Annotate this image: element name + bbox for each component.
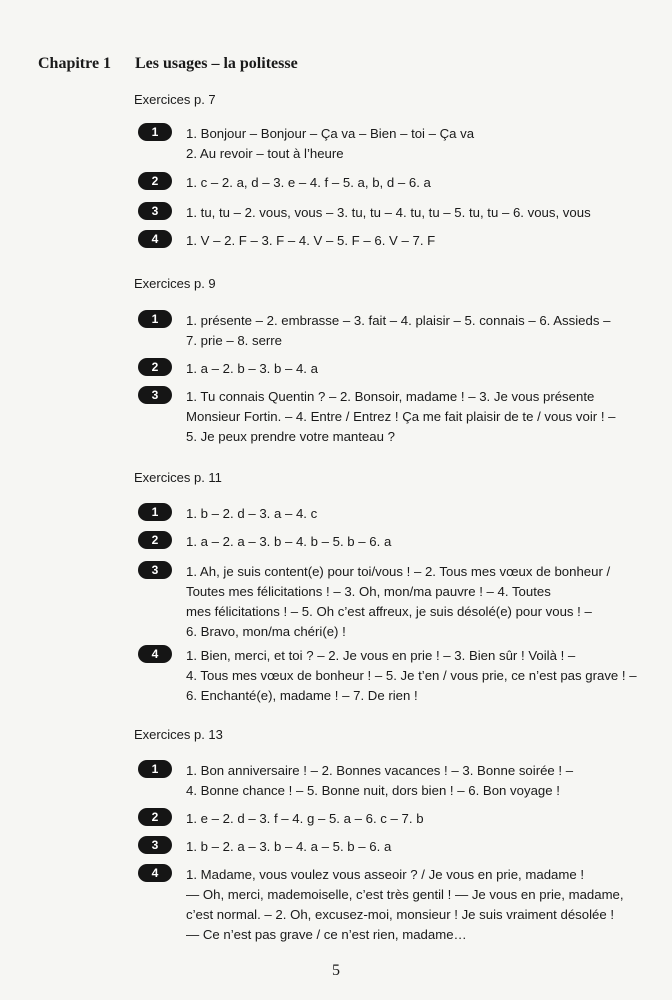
answer-line: 1. a – 2. a – 3. b – 4. b – 5. b – 6. a bbox=[186, 534, 392, 549]
answer-line: Toutes mes félicitations ! – 3. Oh, mon/ma pauvre ! – 4. Toutes bbox=[186, 584, 551, 599]
answer-text bbox=[186, 761, 636, 801]
answer-line: 6. Enchanté(e), madame ! – 7. De rien ! bbox=[186, 688, 418, 703]
exercise-number-badge: 3 bbox=[138, 202, 172, 220]
answer-line: 1. tu, tu – 2. vous, vous – 3. tu, tu – 4. tu, tu – 5. tu, tu – 6. vous, vous bbox=[186, 205, 591, 220]
answer-text bbox=[186, 231, 636, 251]
answer-line: 1. Ah, je suis content(e) pour toi/vous ! – 2. Tous mes vœux de bonheur / bbox=[186, 564, 611, 579]
answer-line: — Ce n’est pas grave / ce n’est rien, madame… bbox=[186, 927, 467, 942]
answer-line: 1. b – 2. a – 3. b – 4. a – 5. b – 6. a bbox=[186, 839, 392, 854]
answer-text bbox=[186, 124, 636, 164]
exercise-number-badge: 2 bbox=[138, 358, 172, 376]
answer-line: 6. Bravo, mon/ma chéri(e) ! bbox=[186, 624, 346, 639]
exercise-number-badge: 4 bbox=[138, 645, 172, 663]
answer-line: 4. Tous mes vœux de bonheur ! – 5. Je t’en / vous prie, ce n’est pas grave ! – bbox=[186, 668, 637, 683]
answer-text bbox=[186, 504, 636, 524]
answer-line: 1. Bon anniversaire ! – 2. Bonnes vacances ! – 3. Bonne soirée ! – bbox=[186, 763, 574, 778]
page-number: 5 bbox=[332, 962, 340, 979]
answer-line: 1. e – 2. d – 3. f – 4. g – 5. a – 6. c – 7. b bbox=[186, 811, 424, 826]
answer-text bbox=[186, 203, 636, 223]
answer-text bbox=[186, 809, 636, 829]
answer-line: 1. Tu connais Quentin ? – 2. Bonsoir, madame ! – 3. Je vous présente bbox=[186, 389, 595, 404]
answer-line: 1. V – 2. F – 3. F – 4. V – 5. F – 6. V – 7. F bbox=[186, 233, 436, 248]
answer-text bbox=[186, 865, 636, 945]
answer-text bbox=[186, 173, 636, 193]
answer-text bbox=[186, 311, 636, 351]
section-title: Exercices p. 7 bbox=[134, 92, 216, 107]
answer-line: 4. Bonne chance ! – 5. Bonne nuit, dors bien ! – 6. Bon voyage ! bbox=[186, 783, 560, 798]
section-title: Exercices p. 9 bbox=[134, 276, 216, 291]
answer-line: 1. a – 2. b – 3. b – 4. a bbox=[186, 361, 318, 376]
answer-line: 1. Bien, merci, et toi ? – 2. Je vous en prie ! – 3. Bien sûr ! Voilà ! – bbox=[186, 648, 576, 663]
exercise-number-badge: 1 bbox=[138, 503, 172, 521]
answer-line: — Oh, merci, mademoiselle, c’est très gentil ! — Je vous en prie, madame, bbox=[186, 887, 624, 902]
exercise-number-badge: 2 bbox=[138, 808, 172, 826]
answer-line: 7. prie – 8. serre bbox=[186, 333, 283, 348]
exercise-number-badge: 2 bbox=[138, 172, 172, 190]
exercise-number-badge: 3 bbox=[138, 386, 172, 404]
exercise-number-badge: 3 bbox=[138, 836, 172, 854]
answer-line: 1. Madame, vous voulez vous asseoir ? / Je vous en prie, madame ! bbox=[186, 867, 585, 882]
exercise-number-badge: 1 bbox=[138, 123, 172, 141]
answer-line: 2. Au revoir – tout à l’heure bbox=[186, 146, 344, 161]
answer-line: mes félicitations ! – 5. Oh c’est affreux, je suis désolé(e) pour vous ! – bbox=[186, 604, 592, 619]
answer-line: 1. Bonjour – Bonjour – Ça va – Bien – toi – Ça va bbox=[186, 126, 475, 141]
chapter-title: Les usages – la politesse bbox=[135, 55, 298, 72]
answer-line: 1. c – 2. a, d – 3. e – 4. f – 5. a, b, d – 6. a bbox=[186, 175, 431, 190]
exercise-number-badge: 1 bbox=[138, 310, 172, 328]
answer-line: 5. Je peux prendre votre manteau ? bbox=[186, 429, 395, 444]
chapter-heading bbox=[38, 55, 298, 73]
answer-text bbox=[186, 646, 636, 706]
exercise-number-badge: 4 bbox=[138, 230, 172, 248]
answer-line: Monsieur Fortin. – 4. Entre / Entrez ! Ça me fait plaisir de te / vous voir ! – bbox=[186, 409, 616, 424]
chapter-number: Chapitre 1 bbox=[38, 55, 112, 72]
answer-line: c’est normal. – 2. Oh, excusez-moi, monsieur ! Je suis vraiment désolée ! bbox=[186, 907, 615, 922]
answer-text bbox=[186, 387, 636, 447]
answer-text bbox=[186, 359, 636, 379]
exercise-number-badge: 2 bbox=[138, 531, 172, 549]
section-title: Exercices p. 13 bbox=[134, 727, 223, 742]
answer-text bbox=[186, 837, 636, 857]
exercise-number-badge: 4 bbox=[138, 864, 172, 882]
exercise-number-badge: 1 bbox=[138, 760, 172, 778]
answer-text bbox=[186, 532, 636, 552]
exercise-number-badge: 3 bbox=[138, 561, 172, 579]
answer-line: 1. présente – 2. embrasse – 3. fait – 4. plaisir – 5. connais – 6. Assieds – bbox=[186, 313, 611, 328]
answer-text bbox=[186, 562, 636, 642]
section-title: Exercices p. 11 bbox=[134, 470, 222, 485]
answer-line: 1. b – 2. d – 3. a – 4. c bbox=[186, 506, 318, 521]
